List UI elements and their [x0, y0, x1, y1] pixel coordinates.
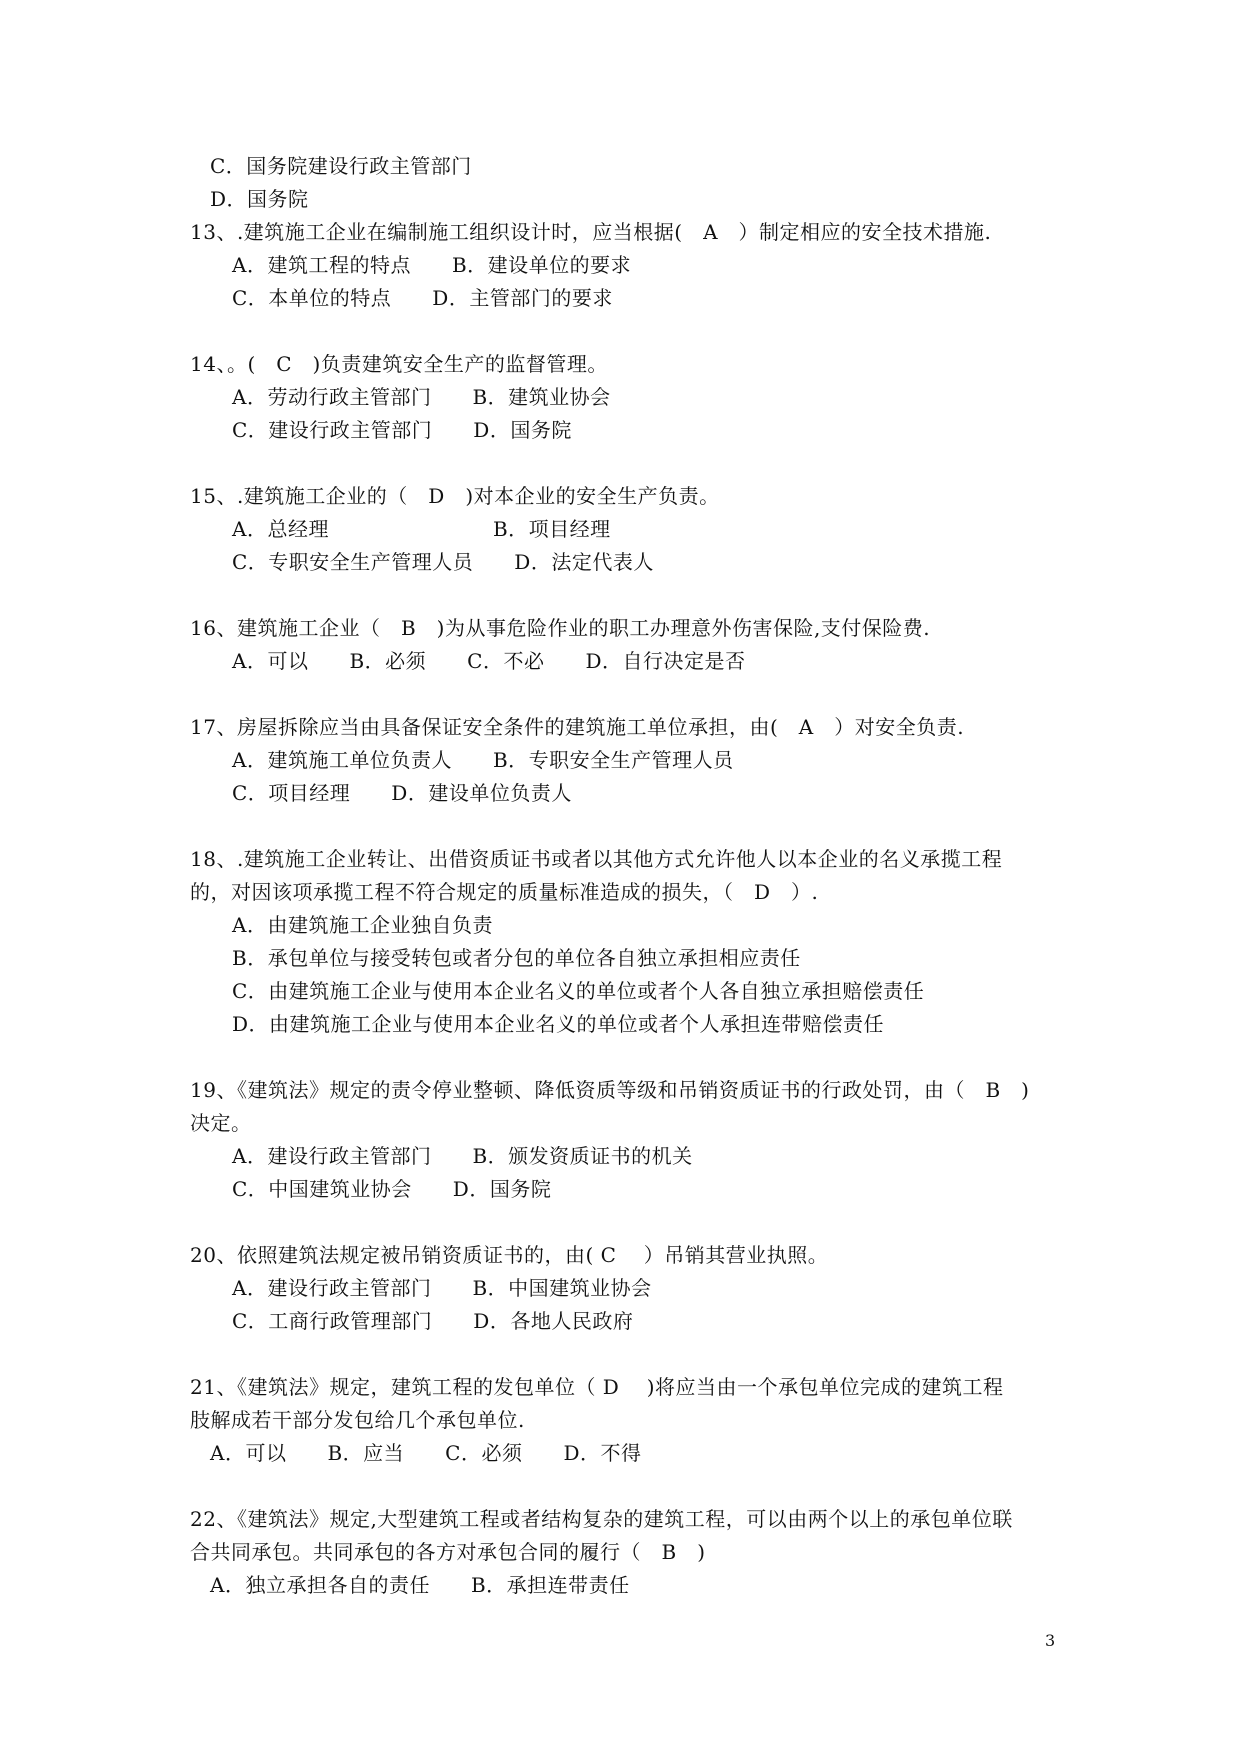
- q15-options-ab: A．总经理 B．项目经理: [232, 517, 611, 541]
- q14-options-cd: C．建设行政主管部门 D．国务院: [232, 418, 572, 442]
- q14-stem: 14、。( C )负责建筑安全生产的监督管理。: [190, 352, 608, 376]
- q20-stem: 20、依照建筑法规定被吊销资质证书的，由( C ）吊销其营业执照。: [190, 1243, 829, 1267]
- q17-options-cd: C．项目经理 D．建设单位负责人: [232, 781, 572, 805]
- q18-option-b: B．承包单位与接受转包或者分包的单位各自独立承担相应责任: [232, 946, 801, 970]
- q18-option-d: D．由建筑施工企业与使用本企业名义的单位或者个人承担连带赔偿责任: [232, 1012, 885, 1036]
- page-number: 3: [1045, 1631, 1056, 1650]
- q14-options-ab: A．劳动行政主管部门 B．建筑业协会: [232, 385, 611, 409]
- q13-stem: 13、.建筑施工企业在编制施工组织设计时，应当根据( A ）制定相应的安全技术措施.: [190, 220, 992, 244]
- q19-stem-line2: 决定。: [190, 1111, 252, 1135]
- q13-options-cd: C．本单位的特点 D．主管部门的要求: [232, 286, 613, 310]
- q18-stem-line1: 18、.建筑施工企业转让、出借资质证书或者以其他方式允许他人以本企业的名义承揽工程: [190, 847, 1003, 871]
- q18-option-a: A．由建筑施工企业独自负责: [232, 913, 493, 937]
- q19-options-ab: A．建设行政主管部门 B．颁发资质证书的机关: [232, 1144, 693, 1168]
- q17-options-ab: A．建筑施工单位负责人 B．专职安全生产管理人员: [232, 748, 734, 772]
- q12-option-c: C．国务院建设行政主管部门: [210, 154, 472, 178]
- q16-stem: 16、建筑施工企业（ B )为从事危险作业的职工办理意外伤害保险,支付保险费.: [190, 616, 931, 640]
- q17-stem: 17、房屋拆除应当由具备保证安全条件的建筑施工单位承担，由( A ）对安全负责.: [190, 715, 965, 739]
- q18-option-c: C．由建筑施工企业与使用本企业名义的单位或者个人各自独立承担赔偿责任: [232, 979, 925, 1003]
- q16-options: A．可以 B．必须 C．不必 D．自行决定是否: [232, 649, 746, 673]
- q22-options: A．独立承担各自的责任 B．承担连带责任: [210, 1573, 630, 1597]
- q15-options-cd: C．专职安全生产管理人员 D．法定代表人: [232, 550, 654, 574]
- q19-options-cd: C．中国建筑业协会 D．国务院: [232, 1177, 552, 1201]
- q12-option-d: D．国务院: [210, 187, 309, 211]
- q13-options-ab: A．建筑工程的特点 B．建设单位的要求: [232, 253, 632, 277]
- q22-stem-line1: 22、《建筑法》规定,大型建筑工程或者结构复杂的建筑工程，可以由两个以上的承包单位联: [190, 1507, 1013, 1531]
- q22-stem-line2: 合共同承包。共同承包的各方对承包合同的履行（ B ): [190, 1540, 706, 1564]
- q15-stem: 15、.建筑施工企业的（ D )对本企业的安全生产负责。: [190, 484, 720, 508]
- q21-options: A．可以 B．应当 C．必须 D．不得: [210, 1441, 642, 1465]
- q20-options-cd: C．工商行政管理部门 D．各地人民政府: [232, 1309, 634, 1333]
- q19-stem-line1: 19、《建筑法》规定的责令停业整顿、降低资质等级和吊销资质证书的行政处罚，由（ B ): [190, 1078, 1030, 1102]
- q21-stem-line2: 肢解成若干部分发包给几个承包单位.: [190, 1408, 525, 1432]
- q20-options-ab: A．建设行政主管部门 B．中国建筑业协会: [232, 1276, 652, 1300]
- q21-stem-line1: 21、《建筑法》规定，建筑工程的发包单位（ D )将应当由一个承包单位完成的建筑工程: [190, 1375, 1004, 1399]
- q18-stem-line2: 的，对因该项承揽工程不符合规定的质量标准造成的损失，（ D ）.: [190, 880, 819, 904]
